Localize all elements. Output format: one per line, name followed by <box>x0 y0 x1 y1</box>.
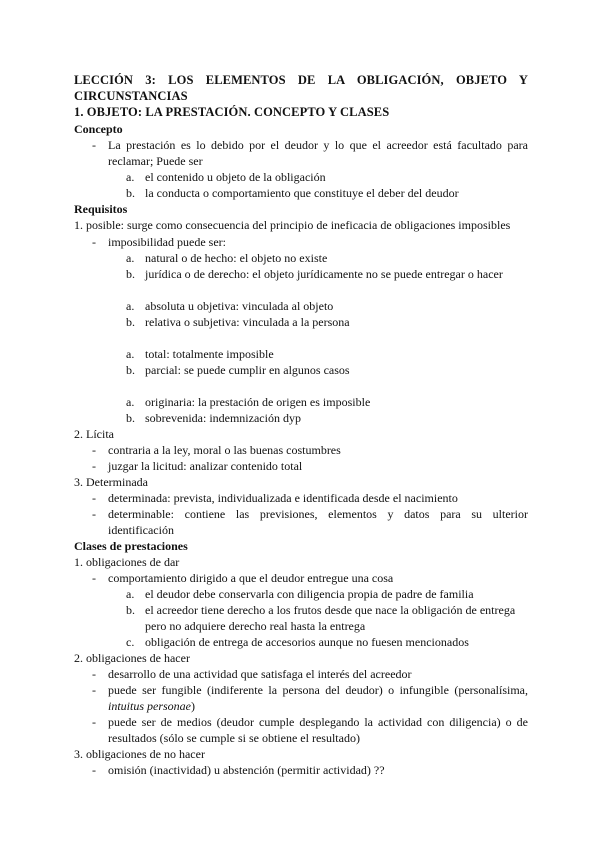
concepto-heading: Concepto <box>74 122 123 136</box>
requisitos-heading: Requisitos <box>74 202 128 216</box>
bullet-text: imposibilidad puede ser: <box>108 235 226 249</box>
lesson-title-line1: LECCIÓN 3: LOS ELEMENTOS DE LA OBLIGACIÓN, OBJETO Y <box>74 73 528 87</box>
list-item: total: totalmente imposible <box>145 347 274 361</box>
latin-term: intuitus personae <box>108 699 191 713</box>
concepto-text-line1: La prestación es lo debido por el deudor y lo que el acreedor está facultado para <box>108 138 528 152</box>
list-item: originaria: la prestación de origen es imposible <box>145 395 371 409</box>
requisito-1: 1. posible: surge como consecuencia del principio de ineficacia de obligaciones imposibles <box>74 218 511 232</box>
list-marker: a. <box>126 587 135 601</box>
list-item: absoluta u objetiva: vinculada al objeto <box>145 299 334 313</box>
list-item: relativa o subjetiva: vinculada a la persona <box>145 315 350 329</box>
list-marker: b. <box>126 363 135 377</box>
bullet-dash: - <box>92 683 96 697</box>
list-item: parcial: se puede cumplir en algunos casos <box>145 363 350 377</box>
list-marker: b. <box>126 315 135 329</box>
list-item: obligación de entrega de accesorios aunque no fuesen mencionados <box>145 635 469 649</box>
bullet-text: desarrollo de una actividad que satisfaga el interés del acreedor <box>108 667 412 681</box>
bullet-dash: - <box>92 763 96 777</box>
bullet-dash: - <box>92 667 96 681</box>
bullet-text: comportamiento dirigido a que el deudor entregue una cosa <box>108 571 394 585</box>
bullet-dash: - <box>92 235 96 249</box>
bullet-text-line2 <box>108 698 195 714</box>
list-item-line1: el acreedor tiene derecho a los frutos desde que nace la obligación de entrega <box>145 603 516 617</box>
clase-1: 1. obligaciones de dar <box>74 555 180 569</box>
list-marker: c. <box>126 635 135 649</box>
section-heading: 1. OBJETO: LA PRESTACIÓN. CONCEPTO Y CLASES <box>74 105 390 119</box>
clase-2: 2. obligaciones de hacer <box>74 651 190 665</box>
bullet-text-line2: identificación <box>108 523 174 537</box>
list-marker: a. <box>126 251 135 265</box>
bullet-text-line2: resultados (sólo se cumple si se obtiene el resultado) <box>108 731 360 745</box>
clases-heading: Clases de prestaciones <box>74 539 188 553</box>
bullet-text: juzgar la licitud: analizar contenido total <box>108 459 303 473</box>
concepto-text-line2: reclamar; Puede ser <box>108 154 203 168</box>
bullet-text-line1: determinable: contiene las previsiones, elementos y datos para su ulterior <box>108 507 528 521</box>
bullet-dash: - <box>92 507 96 521</box>
bullet-dash: - <box>92 443 96 457</box>
bullet-text: contraria a la ley, moral o las buenas costumbres <box>108 443 341 457</box>
closing-paren: ) <box>191 699 195 713</box>
list-marker: b. <box>126 267 135 281</box>
list-item: jurídica o de derecho: el objeto jurídicamente no se puede entregar o hacer <box>145 267 503 281</box>
bullet-text-line1: puede ser de medios (deudor cumple desplegando la actividad con diligencia) o de <box>108 715 528 729</box>
bullet-dash: - <box>92 491 96 505</box>
bullet-dash: - <box>92 138 96 152</box>
list-item: el deudor debe conservarla con diligencia propia de padre de familia <box>145 587 474 601</box>
bullet-dash: - <box>92 459 96 473</box>
list-marker: a. <box>126 395 135 409</box>
list-item-line2: pero no adquiere derecho real hasta la entrega <box>145 619 366 633</box>
bullet-dash: - <box>92 571 96 585</box>
bullet-text: determinada: prevista, individualizada e identificada desde el nacimiento <box>108 491 458 505</box>
list-marker: b. <box>126 186 135 200</box>
list-marker: a. <box>126 347 135 361</box>
list-marker: b. <box>126 411 135 425</box>
list-item: natural o de hecho: el objeto no existe <box>145 251 328 265</box>
requisito-2: 2. Lícita <box>74 427 114 441</box>
list-item: la conducta o comportamiento que constituye el deber del deudor <box>145 186 459 200</box>
bullet-text: omisión (inactividad) u abstención (permitir actividad) ?? <box>108 763 385 777</box>
requisito-3: 3. Determinada <box>74 475 148 489</box>
list-marker: a. <box>126 170 135 184</box>
clase-3: 3. obligaciones de no hacer <box>74 747 205 761</box>
bullet-text-line1: puede ser fungible (indiferente la persona del deudor) o infungible (personalísima, <box>108 683 528 697</box>
lesson-title-line2: CIRCUNSTANCIAS <box>74 89 188 103</box>
bullet-dash: - <box>92 715 96 729</box>
list-item: el contenido u objeto de la obligación <box>145 170 326 184</box>
list-marker: a. <box>126 299 135 313</box>
list-item: sobrevenida: indemnización dyp <box>145 411 301 425</box>
list-marker: b. <box>126 603 135 617</box>
